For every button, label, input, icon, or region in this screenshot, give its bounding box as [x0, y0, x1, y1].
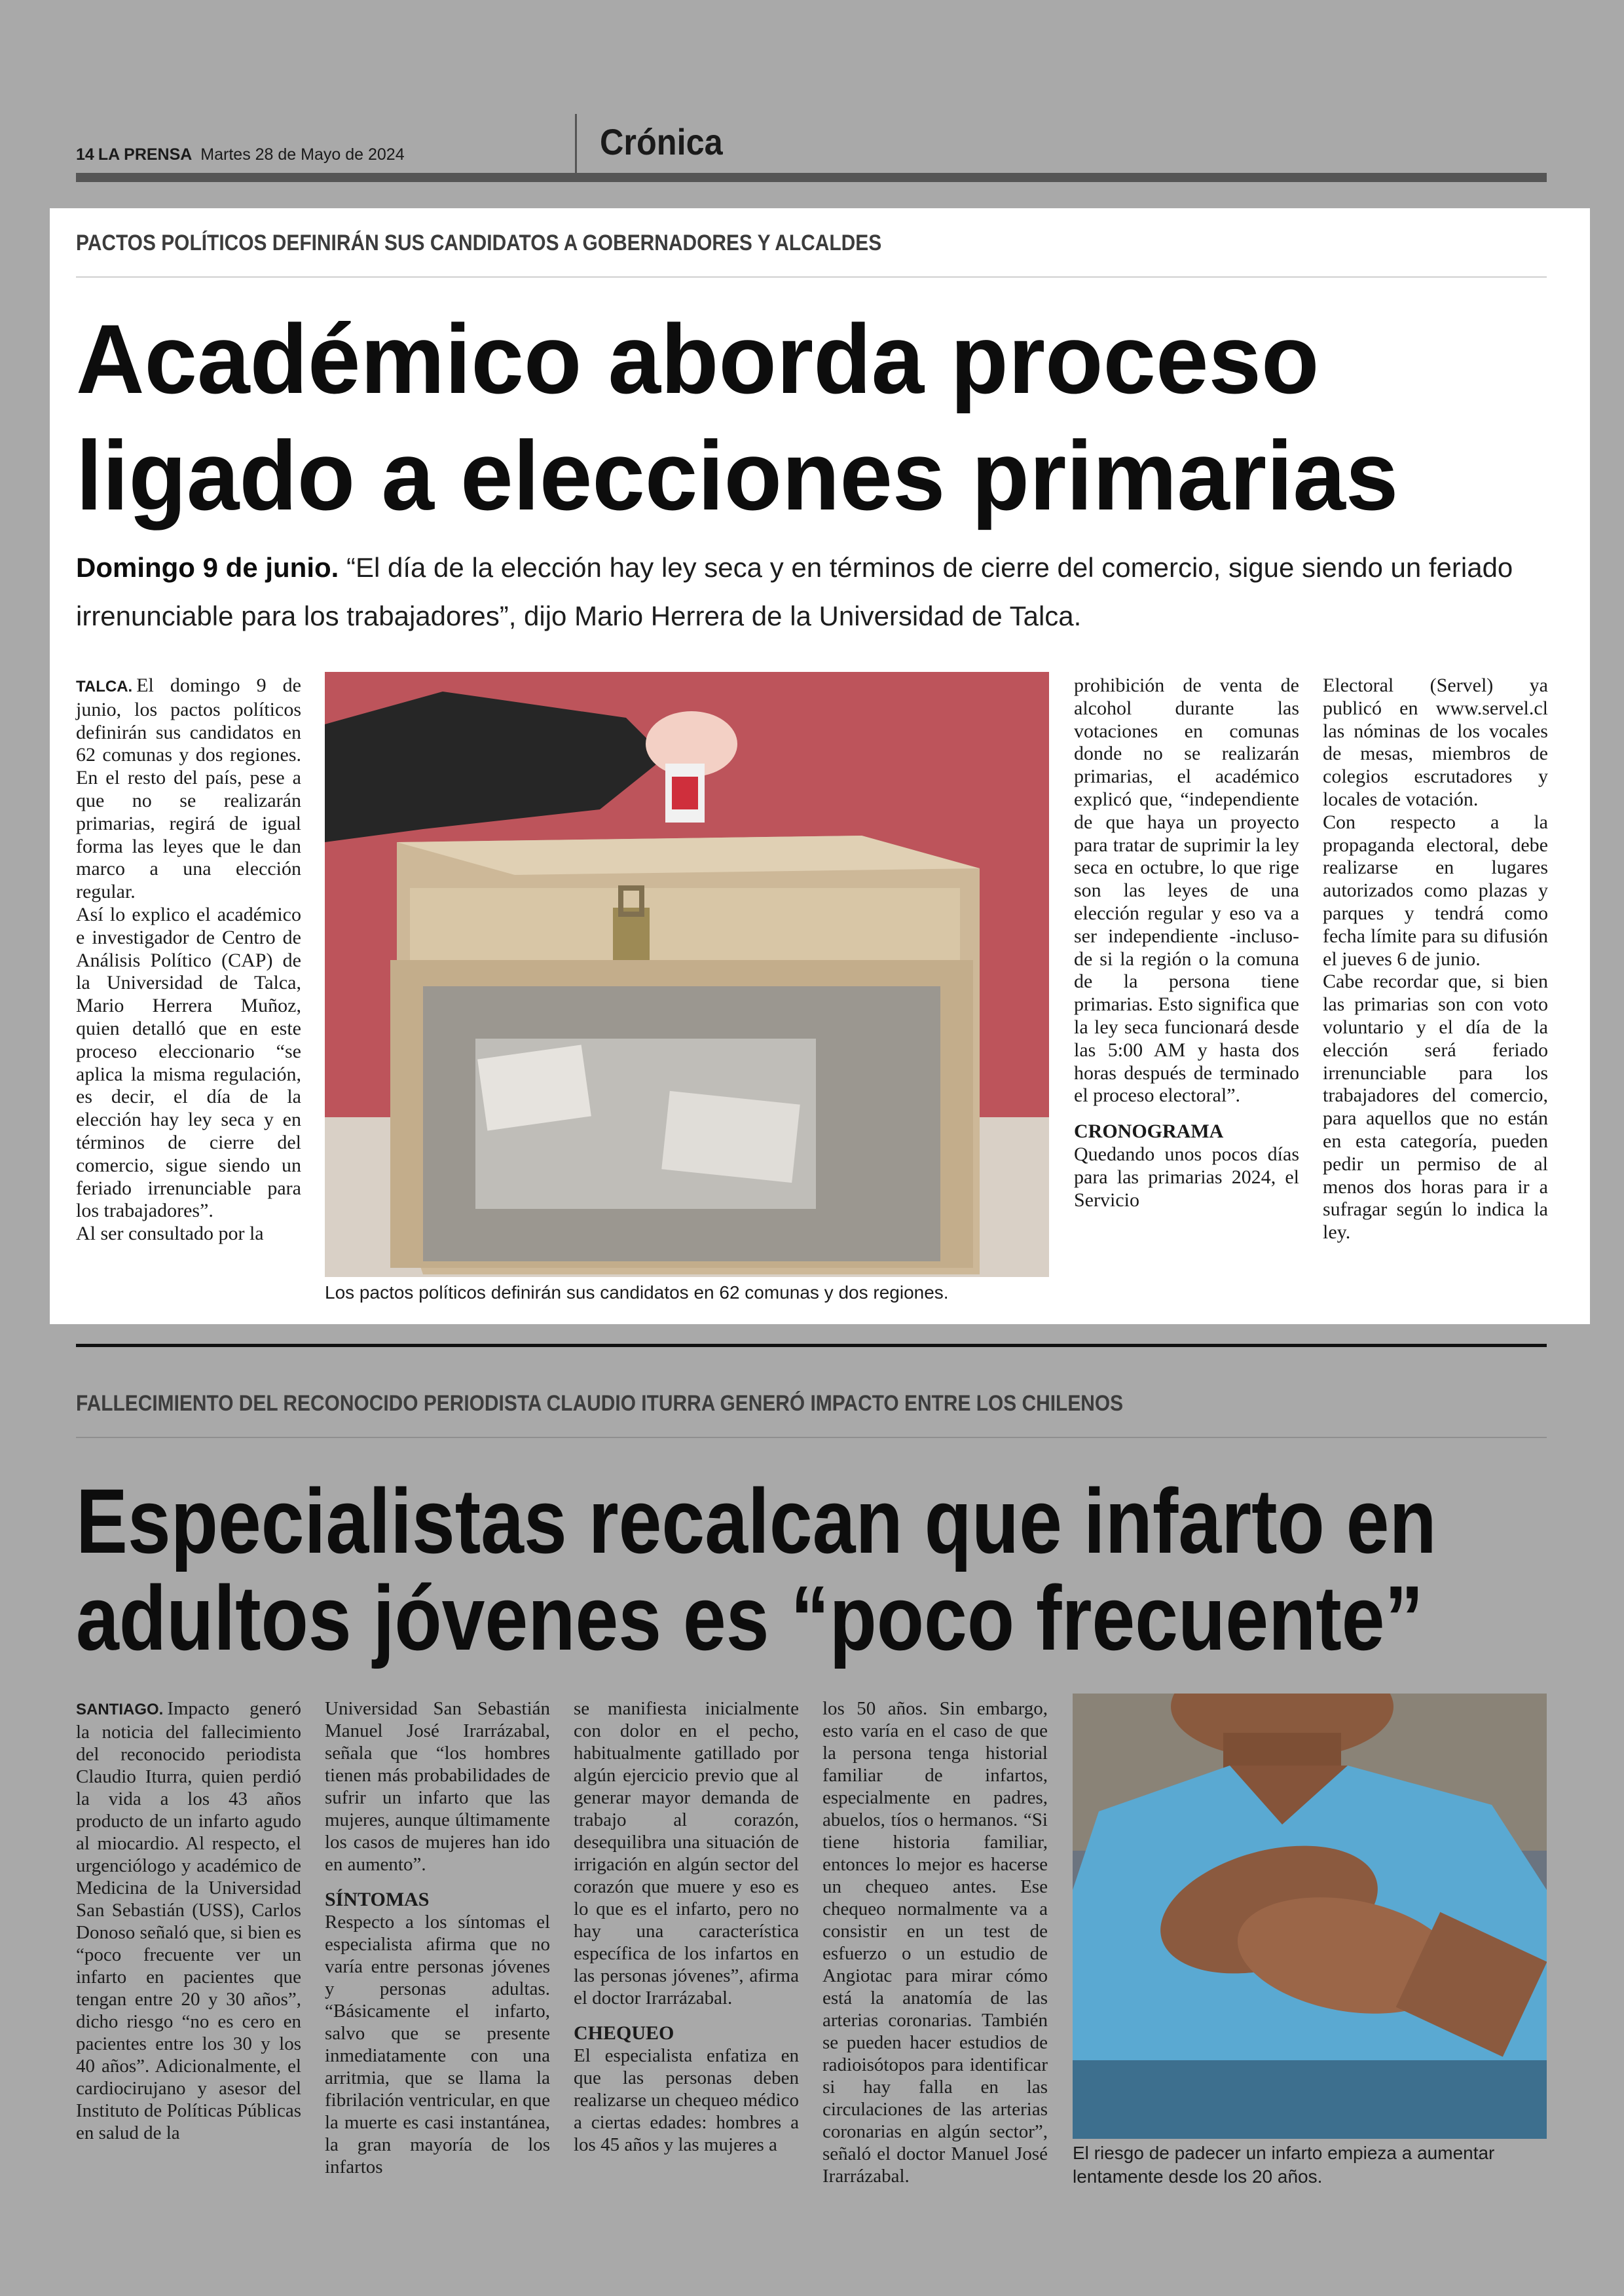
newspaper-name: LA PRENSA: [98, 145, 193, 164]
article2-column-4: [822, 1697, 1048, 2187]
paragraph: Cabe recordar que, si bien las primarias son con voto voluntario y el día de la elección será feriado irrenunciable para los trabajadores del comercio, para aquellos que no están en esta categoría, pueden pedir un permiso de al menos dos horas para ir a sufragar según lo indica la ley.: [1323, 971, 1548, 1244]
man-chest-pain-illustration: [1073, 1694, 1547, 2139]
paragraph: prohibición de venta de alcohol durante las votaciones en comunas donde no se realizarán primarias, el académico explicó que, “independiente de que haya un proyecto para tratar de suprimir la ley seca en octubre, lo que rige son las leyes de una elección regular y eso va a ser independiente -incluso- de si la región o la comuna de la persona tiene primarias. Esto significa que la ley seca funcionará desde las 5:00 AM y hasta dos horas después de terminado el proceso electoral”.: [1074, 675, 1299, 1107]
subhead-cronograma: CRONOGRAMA: [1074, 1120, 1224, 1143]
article1-column-3: [1074, 675, 1299, 1212]
article2-kicker: FALLECIMIENTO DEL RECONOCIDO PERIODISTA CLAUDIO ITURRA GENERÓ IMPACTO ENTRE LOS CHILENOS: [76, 1391, 1124, 1416]
paragraph: los 50 años. Sin embargo, esto varía en el caso de que la persona tenga historial familiar de infartos, especialmente en padres, abuelos, tíos o hermanos. “Si tiene historia familiar, entonces lo mejor es hacerse un chequeo antes. Ese chequeo normalmente va a consistir en un test de esfuerzo o un estudio de Angiotac para mirar cómo está la anatomía de las arterias coronarias. También se pueden hacer estudios de radioisótopos para identificar si hay falla en las circulaciones de las arterias coronarias en algún sector”, señaló el doctor Manuel José Irarrázabal.: [822, 1698, 1048, 2187]
article1-column-1: [76, 675, 301, 1246]
subhead-sintomas: SÍNTOMAS: [325, 1889, 430, 1910]
chest-pain-photo: [1073, 1694, 1547, 2139]
article1-kicker: PACTOS POLÍTICOS DEFINIRÁN SUS CANDIDATOS A GOBERNADORES Y ALCALDES: [76, 231, 882, 255]
dateline: TALCA.: [76, 678, 133, 695]
section-title: Crónica: [600, 121, 723, 162]
deck-text: “El día de la elección hay ley seca y en términos de cierre del comercio, sigue siendo un feriado irrenunciable para los trabajadores”, dijo Mario Herrera de la Universidad de Talca.: [76, 552, 1513, 631]
article1-photo-caption: Los pactos políticos definirán sus candidatos en 62 comunas y dos regiones.: [325, 1282, 949, 1303]
paragraph: Impacto generó la noticia del fallecimiento del reconocido periodista Claudio Iturra, quien perdió la vida a los 43 años producto de un infarto agudo al miocardio. Al respecto, el urgenciólogo y académico de Medicina de la Universidad San Sebastián (USS), Carlos Donoso señaló que, si bien es “poco frecuente ver un infarto en pacientes que tengan entre 20 y 30 años”, dicho riesgo “no es cero en pacientes entre los 30 y los 40 años”. Adicionalmente, el cardiocirujano y asesor del Instituto de Políticas Públicas en salud de la: [76, 1698, 301, 2143]
article2-photo-caption: El riesgo de padecer un infarto empieza a aumentar lentamente desde los 20 años.: [1073, 2143, 1495, 2187]
issue-date: Martes 28 de Mayo de 2024: [200, 145, 405, 164]
dateline: SANTIAGO.: [76, 1701, 164, 1718]
paragraph: Con respecto a la propaganda electoral, debe realizarse en lugares autorizados como plazas y parques y tendrá como fecha límite para su difusión el jueves 6 de junio.: [1323, 811, 1548, 970]
article2-column-2: [325, 1697, 550, 2178]
article2-column-3: [574, 1697, 799, 2156]
page-header: [76, 111, 1547, 185]
kicker-rule: [76, 276, 1547, 278]
folio: [76, 145, 405, 164]
article2-headline-line2: adultos jóvenes es “poco frecuente”: [76, 1566, 1424, 1669]
article1-deck: [76, 544, 1547, 640]
subhead-chequeo: CHEQUEO: [574, 2022, 674, 2044]
ballot-box-illustration: [325, 672, 1049, 1277]
paragraph: El especialista enfatiza en que las personas deben realizarse un chequeo médico a ciertas edades: hombres a los 45 años y las mujeres a: [574, 2045, 799, 2155]
paragraph: Respecto a los síntomas el especialista afirma que no varía entre personas jóvenes y personas adultas. “Básicamente el infarto, salvo que se presente inmediatamente con una arritmia, que se llama la fibrilación ventricular, en que la muerte es casi instantánea, la gran mayoría de los infartos: [325, 1912, 550, 2177]
paragraph: El domingo 9 de junio, los pactos políticos definirán sus candidatos en 62 comunas y dos regiones. En el resto del país, pese a que no se realizarán primarias, regirá de igual forma las leyes que le dan marco a una elección regular.: [76, 675, 301, 903]
paragraph: Electoral (Servel) ya publicó en www.servel.cl las nóminas de los vocales de mesas, miembros de colegios escrutadores y locales de votación.: [1323, 675, 1548, 810]
deck-lead: Domingo 9 de junio.: [76, 552, 339, 583]
paragraph: Quedando unos pocos días para las primarias 2024, el Servicio: [1074, 1143, 1299, 1211]
paragraph: Así lo explico el académico e investigador de Centro de Análisis Político (CAP) de la Universidad de Talca, Mario Herrera Muñoz, quien detalló que en este proceso eleccionario “se aplica la misma regulación, es decir, el día de la elección hay ley seca y en términos de cierre del comercio, sigue siendo un feriado irrenunciable para los trabajadores”.: [76, 903, 301, 1222]
article1-headline-line1: Académico aborda proceso: [76, 304, 1320, 414]
paragraph: Al ser consultado por la: [76, 1223, 264, 1245]
article-separator: [76, 1344, 1547, 1347]
article1-column-4: [1323, 675, 1548, 1244]
paragraph: se manifiesta inicialmente con dolor en el pecho, habitualmente gatillado por algún ejercicio previo que al generar mayor demanda de trabajo al corazón, desequilibra una situación de irrigación en algún sector del corazón que muere y eso es lo que es el infarto, pero no hay una característica específica de los infartos en las personas jóvenes”, afirma el doctor Irarrázabal.: [574, 1698, 799, 2009]
ballot-box-photo: [325, 672, 1049, 1277]
article1-headline-line2: ligado a elecciones primarias: [76, 420, 1399, 530]
header-divider: [575, 114, 577, 174]
page-number: 14: [76, 145, 94, 164]
article2-headline-line1: Especialistas recalcan que infarto en: [76, 1470, 1437, 1572]
article2-column-1: [76, 1697, 301, 2144]
kicker-rule: [76, 1437, 1547, 1438]
header-rule: [76, 173, 1547, 182]
paragraph: Universidad San Sebastián Manuel José Irarrázabal, señala que “los hombres tienen más probabilidades de sufrir un infarto que las mujeres, aunque últimamente los casos de mujeres han ido en aumento”.: [325, 1698, 550, 1875]
